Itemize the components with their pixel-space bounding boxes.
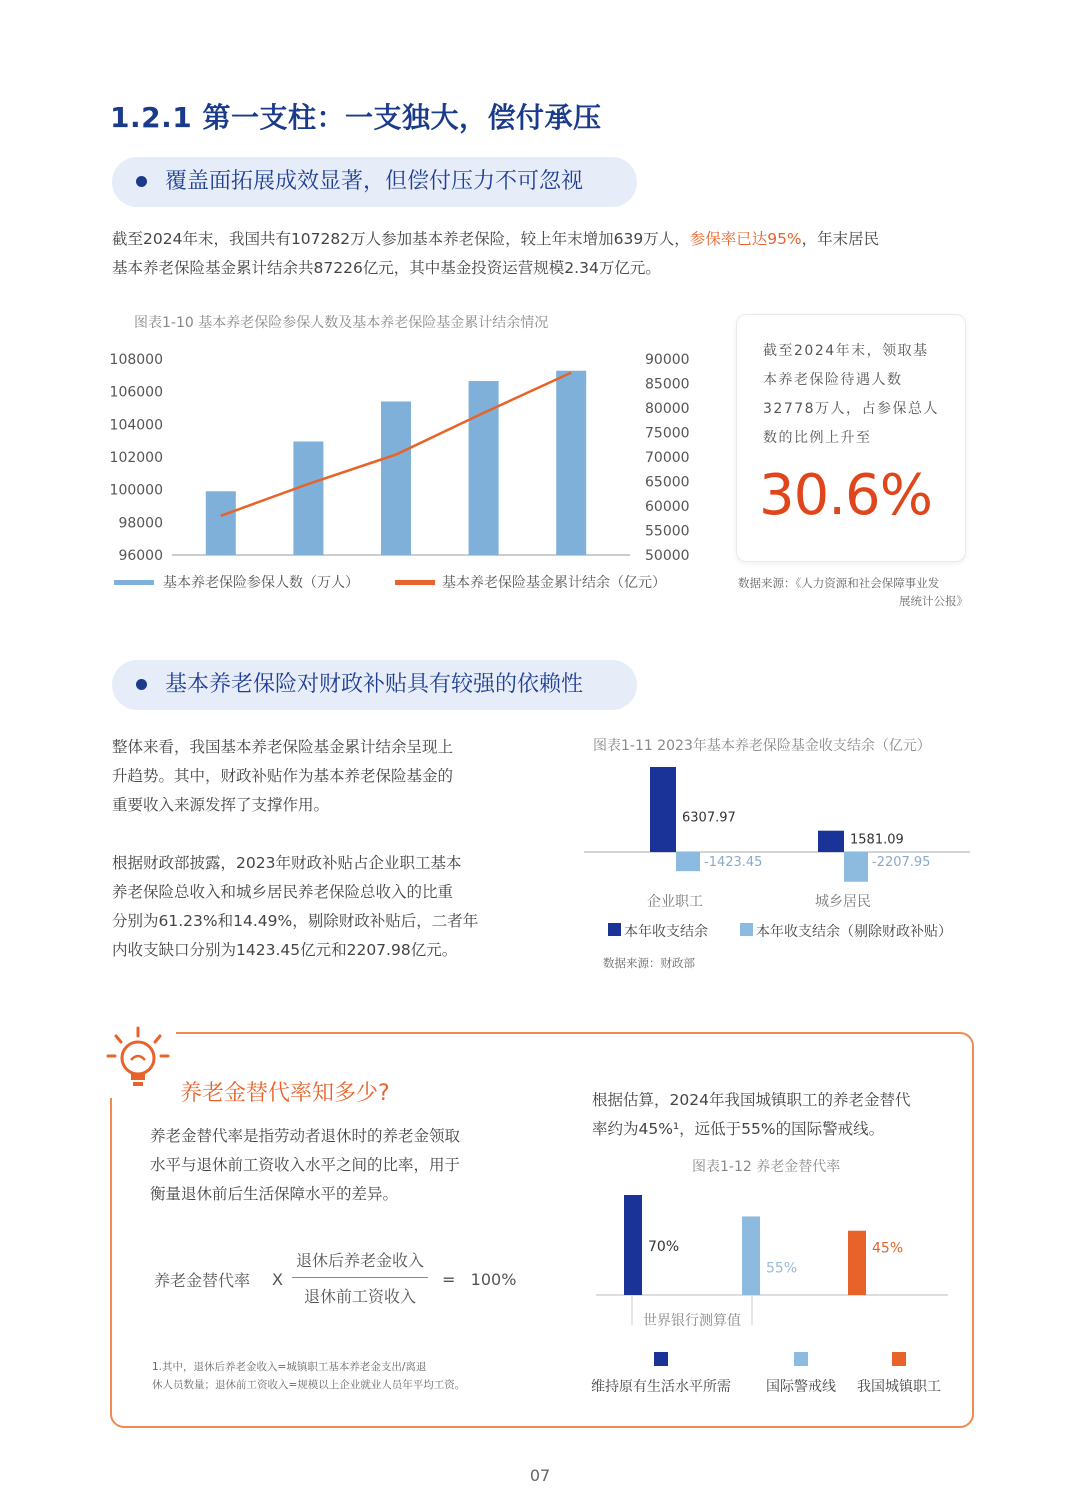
paragraph-line: 分别为61.23%和14.49%，剔除财政补贴后，二者年: [112, 912, 479, 930]
paragraph-line: 养老保险总收入和城乡居民养老保险总收入的比重: [112, 883, 454, 901]
y-left-tick-label: 96000: [118, 548, 163, 564]
chart-caption: 图表1-10 基本养老保险参保人数及基本养老保险基金累计结余情况: [134, 315, 549, 331]
bar-balance-excl-subsidy: [676, 852, 700, 871]
bullet-icon: [136, 176, 147, 187]
y-right-tick-label: 90000: [645, 352, 690, 368]
bar-insured: [293, 441, 323, 555]
legend-label: 我国城镇职工: [857, 1379, 941, 1395]
y-right-tick-label: 60000: [645, 499, 690, 515]
y-left-tick-label: 108000: [109, 352, 163, 368]
annotation-label: 世界银行测算值: [643, 1313, 741, 1329]
bar-insured: [556, 371, 586, 555]
bullet-icon: [136, 679, 147, 690]
bar-insured: [206, 491, 236, 555]
footnote: [152, 1358, 572, 1394]
subsection-header-text: 基本养老保险对财政补贴具有较强的依赖性: [165, 672, 584, 697]
formula-numerator: 退休后养老金收入: [295, 1251, 424, 1270]
data-source: 数据来源：财政部: [603, 956, 695, 970]
legend-label-annual: 本年收支结余: [624, 924, 708, 940]
description-line: 养老金替代率是指劳动者退休时的养老金领取: [150, 1127, 461, 1145]
paragraph-line: 重要收入来源发挥了支撑作用。: [112, 796, 330, 814]
replacement-rate-text: [592, 1086, 962, 1144]
y-left-tick-label: 100000: [109, 482, 163, 499]
paragraph-subsidy: [112, 849, 532, 965]
data-source-line: 展统计公报》: [899, 594, 968, 608]
bar-annual-balance: [818, 831, 844, 852]
subsection-header-text: 覆盖面拓展成效显著，但偿付压力不可忽视: [165, 169, 584, 194]
bar-insured: [381, 401, 411, 555]
legend-label-excl: 本年收支结余（剔除财政补贴）: [756, 924, 952, 940]
chart-replacement-rate: [586, 1180, 966, 1405]
paragraph-coverage: [112, 225, 982, 283]
subsection-header-coverage: [112, 157, 637, 207]
paragraph-trend: [112, 733, 532, 820]
page-number: 07: [529, 1466, 551, 1485]
legend-label: 国际警戒线: [766, 1379, 836, 1395]
stat-card-value: 30.6%: [759, 463, 932, 528]
legend-swatch-excl: [740, 923, 753, 936]
category-label: 城乡居民: [815, 894, 871, 910]
bar-value-label: 70%: [648, 1239, 680, 1255]
y-right-tick-label: 80000: [645, 401, 690, 417]
stat-card-text: [763, 337, 943, 453]
stat-card: [736, 314, 966, 562]
y-left-tick-label: 104000: [109, 417, 163, 434]
bar-replacement-rate: [848, 1231, 866, 1295]
y-right-tick-label: 70000: [645, 450, 690, 466]
fraction-line: [292, 1277, 428, 1278]
y-left-tick-label: 102000: [109, 450, 163, 466]
description-line: 衡量退休前后生活保障水平的差异。: [150, 1185, 399, 1203]
paragraph-line: 升趋势。其中，财政补贴作为基本养老保险基金的: [112, 767, 454, 785]
formula-lhs: 养老金替代率: [154, 1271, 251, 1290]
bar-value-label: 1581.09: [850, 832, 904, 848]
info-box-description: [150, 1122, 550, 1209]
paragraph-line: 整体来看，我国基本养老保险基金累计结余呈现上: [112, 738, 454, 756]
highlight-text: 参保率已达95%: [689, 230, 802, 248]
lightbulb-icon: [100, 1022, 176, 1098]
stat-card-line: 本养老保险待遇人数: [763, 372, 903, 388]
stat-card-line: 数的比例上升至: [763, 430, 872, 446]
bar-value-label: -1423.45: [704, 855, 763, 870]
y-right-tick-label: 85000: [645, 376, 690, 393]
legend-label-fund: 基本养老保险基金累计结余（亿元）: [442, 575, 666, 591]
legend-swatch: [794, 1352, 808, 1366]
section-title: 1.2.1 第一支柱：一支独大，偿付承压: [110, 101, 602, 134]
formula-rhs: = 100%: [442, 1270, 517, 1289]
chart-caption: 图表1-12 养老金替代率: [692, 1159, 841, 1175]
category-label: 企业职工: [647, 894, 703, 910]
formula-multiply: X: [272, 1270, 283, 1289]
paragraph-text: 基本养老保险基金累计结余共87226亿元，其中基金投资运营规模2.34万亿元。: [112, 259, 661, 277]
footnote-line: 1.其中，退休后养老金收入=城镇职工基本养老金支出/离退: [152, 1361, 427, 1373]
legend-swatch-fund: [395, 580, 435, 585]
legend-label: 维持原有生活水平所需: [591, 1379, 731, 1395]
description-line: 水平与退休前工资收入水平之间的比率，用于: [150, 1156, 461, 1174]
bar-value-label: -2207.95: [872, 855, 931, 870]
bar-replacement-rate: [742, 1216, 760, 1295]
data-source-line: 数据来源：《人力资源和社会保障事业发: [738, 576, 940, 590]
y-left-tick-label: 98000: [118, 515, 163, 532]
bar-value-label: 45%: [872, 1240, 904, 1257]
legend-label-insured: 基本养老保险参保人数（万人）: [163, 575, 359, 591]
legend-swatch: [892, 1352, 906, 1366]
paragraph-line: 率约为45%¹，远低于55%的国际警戒线。: [592, 1120, 885, 1138]
paragraph-text: 截至2024年末，我国共有107282万人参加基本养老保险，较上年末增加639万人，: [112, 230, 690, 248]
subsection-header-fiscal: [112, 660, 637, 710]
data-source: [738, 574, 968, 610]
bar-value-label: 55%: [766, 1260, 798, 1277]
bar-replacement-rate: [624, 1195, 642, 1295]
chart-fund-income-expense: [580, 760, 980, 950]
bar-balance-excl-subsidy: [844, 852, 868, 882]
legend-swatch-annual: [608, 923, 621, 936]
chart-caption: 图表1-11 2023年基本养老保险基金收支结余（亿元）: [593, 738, 931, 754]
paragraph-text: ，年末居民: [801, 230, 880, 248]
chart-insured-and-fund-balance: [100, 340, 720, 610]
y-right-tick-label: 50000: [645, 548, 690, 564]
info-box-title: 养老金替代率知多少?: [180, 1081, 390, 1106]
stat-card-line: 32778万人，占参保总人: [763, 401, 940, 417]
y-right-tick-label: 75000: [645, 425, 690, 442]
paragraph-line: 根据估算，2024年我国城镇职工的养老金替代: [592, 1091, 911, 1109]
paragraph-line: 内收支缺口分别为1423.45亿元和2207.98亿元。: [112, 941, 458, 959]
y-right-tick-label: 55000: [645, 523, 690, 540]
legend-swatch-insured: [114, 580, 154, 585]
bar-value-label: 6307.97: [682, 810, 736, 826]
legend-swatch: [654, 1352, 668, 1366]
y-right-tick-label: 65000: [645, 474, 690, 491]
stat-card-line: 截至2024年末，领取基: [763, 343, 929, 359]
bar-annual-balance: [650, 767, 676, 852]
footnote-line: 休人员数量；退休前工资收入=规模以上企业就业人员年平均工资。: [152, 1379, 466, 1391]
y-left-tick-label: 106000: [109, 384, 163, 401]
paragraph-line: 根据财政部披露，2023年财政补贴占企业职工基本: [112, 854, 462, 872]
formula-denominator: 退休前工资收入: [303, 1287, 416, 1306]
